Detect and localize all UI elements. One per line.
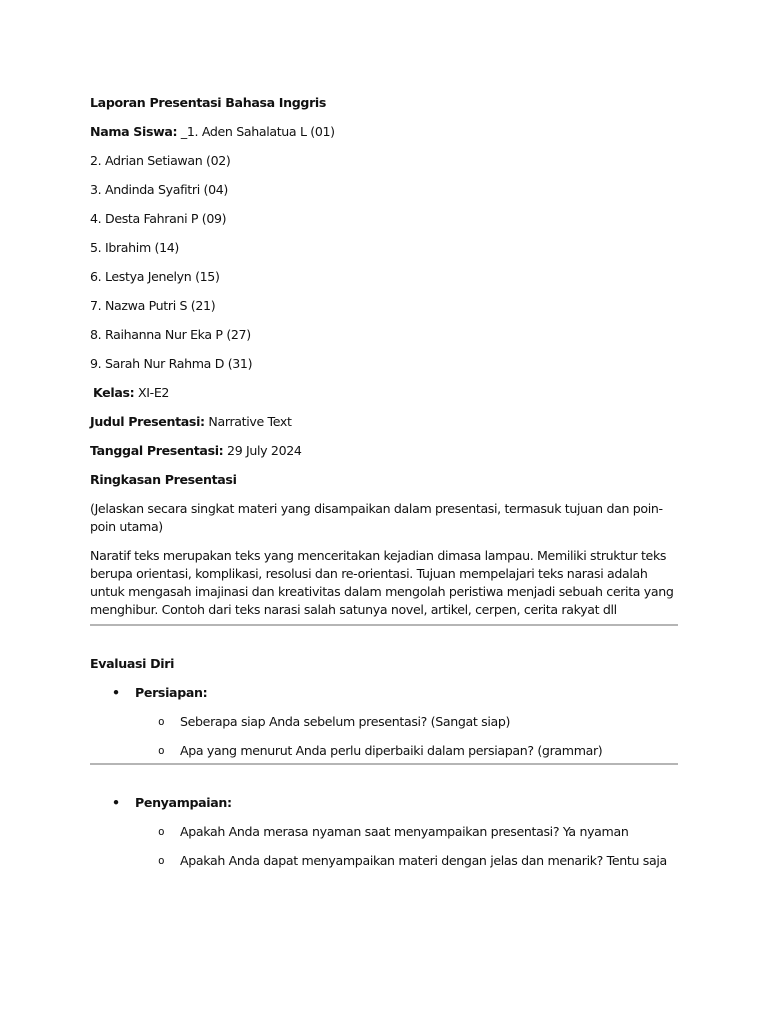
sub-bullet-icon: o xyxy=(158,744,165,757)
class-value: XI-E2 xyxy=(134,385,170,400)
date-line xyxy=(90,442,678,460)
bullet-icon: • xyxy=(112,795,120,810)
preparation-item xyxy=(90,713,678,731)
date-value: 29 July 2024 xyxy=(223,443,302,458)
delivery-item xyxy=(90,823,678,841)
bullet-icon: • xyxy=(112,685,120,700)
member-item: 5. Ibrahim (14) xyxy=(90,240,179,255)
delivery-label: Penyampaian: xyxy=(135,795,232,810)
horizontal-rule xyxy=(90,763,678,765)
member-item: 6. Lestya Jenelyn (15) xyxy=(90,269,220,284)
document-title: Laporan Presentasi Bahasa Inggris xyxy=(90,95,327,110)
student-name-line xyxy=(90,123,678,141)
horizontal-rule xyxy=(90,624,678,626)
topic-line xyxy=(90,413,678,431)
class-label: Kelas: xyxy=(93,385,135,400)
delivery-item-text: Apakah Anda dapat menyampaikan materi dengan jelas dan menarik? Tentu saja xyxy=(180,853,667,868)
preparation-label: Persiapan: xyxy=(135,685,208,700)
member-item: 4. Desta Fahrani P (09) xyxy=(90,211,227,226)
member-item: 7. Nazwa Putri S (21) xyxy=(90,298,216,313)
sub-bullet-icon: o xyxy=(158,825,165,838)
topic-value: Narrative Text xyxy=(204,414,292,429)
summary-heading: Ringkasan Presentasi xyxy=(90,472,237,487)
summary-instruction: (Jelaskan secara singkat materi yang disampaikan dalam presentasi, termasuk tujuan dan poin-poin utama) xyxy=(90,501,663,534)
class-line xyxy=(90,384,678,402)
preparation-bullet xyxy=(90,684,678,702)
document-body xyxy=(90,94,678,881)
date-label: Tanggal Presentasi: xyxy=(90,443,224,458)
preparation-item xyxy=(90,742,678,760)
evaluation-heading: Evaluasi Diri xyxy=(90,656,175,671)
member-item: 9. Sarah Nur Rahma D (31) xyxy=(90,356,253,371)
member-item: 3. Andinda Syafitri (04) xyxy=(90,182,228,197)
preparation-item-text: Seberapa siap Anda sebelum presentasi? (Sangat siap) xyxy=(180,714,511,729)
sub-bullet-icon: o xyxy=(158,854,165,867)
member-item: 8. Raihanna Nur Eka P (27) xyxy=(90,327,251,342)
delivery-item-text: Apakah Anda merasa nyaman saat menyampaikan presentasi? Ya nyaman xyxy=(180,824,629,839)
topic-label: Judul Presentasi: xyxy=(90,414,205,429)
summary-body: Naratif teks merupakan teks yang menceritakan kejadian dimasa lampau. Memiliki struktur teks berupa orientasi, komplikasi, resolusi dan re-orientasi. Tujuan mempelajari teks narasi adalah untuk mengasah imajinasi dan kreativitas dalam mengolah peristiwa menjadi sebuah cerita yang menghibur. Contoh dari teks narasi salah satunya novel, artikel, cerpen, cerita rakyat dll xyxy=(90,548,674,617)
delivery-bullet xyxy=(90,794,678,812)
sub-bullet-icon: o xyxy=(158,715,165,728)
preparation-item-text: Apa yang menurut Anda perlu diperbaiki dalam persiapan? (grammar) xyxy=(180,743,603,758)
delivery-item xyxy=(90,852,678,870)
student-name-value: _1. Aden Sahalatua L (01) xyxy=(177,124,335,139)
student-name-label: Nama Siswa: xyxy=(90,124,178,139)
member-item: 2. Adrian Setiawan (02) xyxy=(90,153,231,168)
